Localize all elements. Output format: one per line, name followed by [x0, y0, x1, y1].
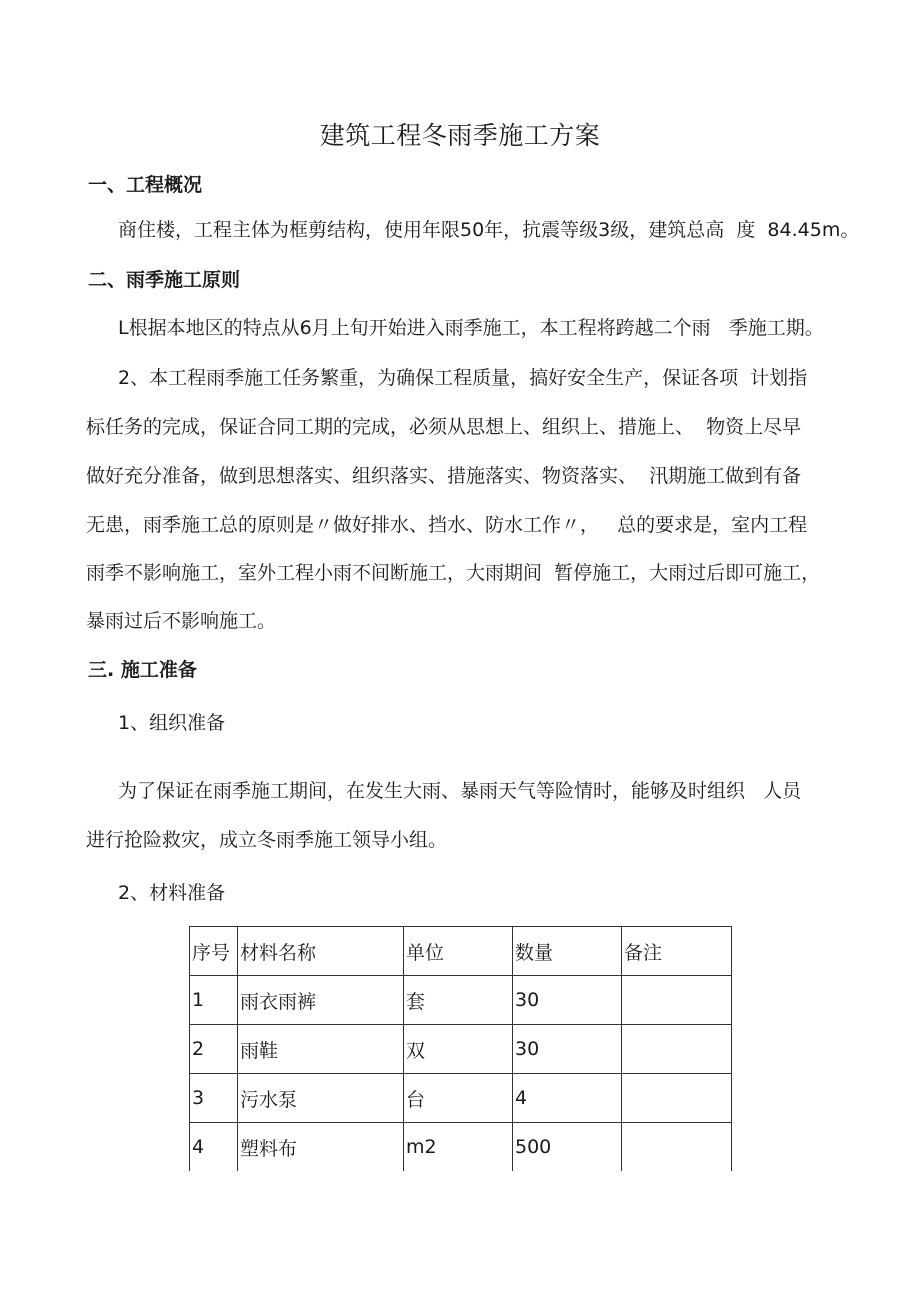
section-2-point-2-line: 无患，雨季施工总的原则是〃做好排水、挡水、防水工作〃， 总的要求是，室内工程: [86, 514, 808, 536]
table-cell: [622, 976, 732, 1025]
section-3-heading: 三. 施工准备: [88, 659, 197, 681]
table-cell: 双: [404, 1025, 513, 1074]
table-cell: m2: [404, 1123, 513, 1172]
table-cell: 污水泵: [238, 1074, 404, 1123]
section-1-heading: 一、工程概况: [88, 174, 203, 196]
table-cell: 塑料布: [238, 1123, 404, 1172]
subsection-1-heading: 1、组织准备: [118, 712, 226, 734]
table-header-cell: 单位: [404, 927, 513, 976]
table-row: [190, 1074, 732, 1123]
subsection-1-text-line: 为了保证在雨季施工期间，在发生大雨、暴雨天气等险情时，能够及时组织 人员: [118, 780, 802, 802]
table-cell: 30: [513, 976, 622, 1025]
subsection-1-text-line: 进行抢险救灾，成立冬雨季施工领导小组。: [86, 829, 448, 851]
table-cell: 雨衣雨裤: [238, 976, 404, 1025]
section-2-point-1: L根据本地区的特点从6月上旬开始进入雨季施工，本工程将跨越二个雨 季施工期。: [118, 317, 824, 339]
table-row: [190, 976, 732, 1025]
table-cell: 套: [404, 976, 513, 1025]
table-cell: 4: [190, 1123, 238, 1172]
section-2-heading: 二、雨季施工原则: [88, 269, 241, 291]
subsection-2-heading: 2、材料准备: [118, 882, 226, 904]
materials-table: [189, 926, 732, 1171]
table-header-cell: 备注: [622, 927, 732, 976]
table-row: [190, 1025, 732, 1074]
table-header-cell: 材料名称: [238, 927, 404, 976]
document-title: 建筑工程冬雨季施工方案: [319, 121, 601, 150]
table-header-cell: 数量: [513, 927, 622, 976]
section-2-point-2-line: 雨季不影响施工，室外工程小雨不间断施工，大雨期间 暂停施工，大雨过后即可施工，: [86, 562, 821, 584]
table-cell: [622, 1123, 732, 1172]
table-cell: 2: [190, 1025, 238, 1074]
table-cell: 4: [513, 1074, 622, 1123]
table-row: [190, 1123, 732, 1172]
table-cell: [622, 1074, 732, 1123]
section-1-text: 商住楼，工程主体为框剪结构，使用年限50年，抗震等级3级，建筑总高 度 84.45m。: [118, 219, 860, 241]
table-cell: 3: [190, 1074, 238, 1123]
section-2-point-2-line: 2、本工程雨季施工任务繁重，为确保工程质量，搞好安全生产，保证各项 计划指: [118, 367, 808, 389]
section-2-point-2-line: 暴雨过后不影响施工。: [86, 610, 277, 632]
table-header-cell: 序号: [190, 927, 238, 976]
table-cell: [622, 1025, 732, 1074]
section-2-point-2-line: 做好充分准备，做到思想落实、组织落实、措施落实、物资落实、 汛期施工做到有备: [86, 465, 802, 487]
section-2-point-2-line: 标任务的完成，保证合同工期的完成，必须从思想上、组织上、措施上、 物资上尽早: [86, 416, 802, 438]
table-cell: 500: [513, 1123, 622, 1172]
table-cell: 台: [404, 1074, 513, 1123]
table-cell: 30: [513, 1025, 622, 1074]
table-header-row: [190, 927, 732, 976]
table-cell: 1: [190, 976, 238, 1025]
table-cell: 雨鞋: [238, 1025, 404, 1074]
